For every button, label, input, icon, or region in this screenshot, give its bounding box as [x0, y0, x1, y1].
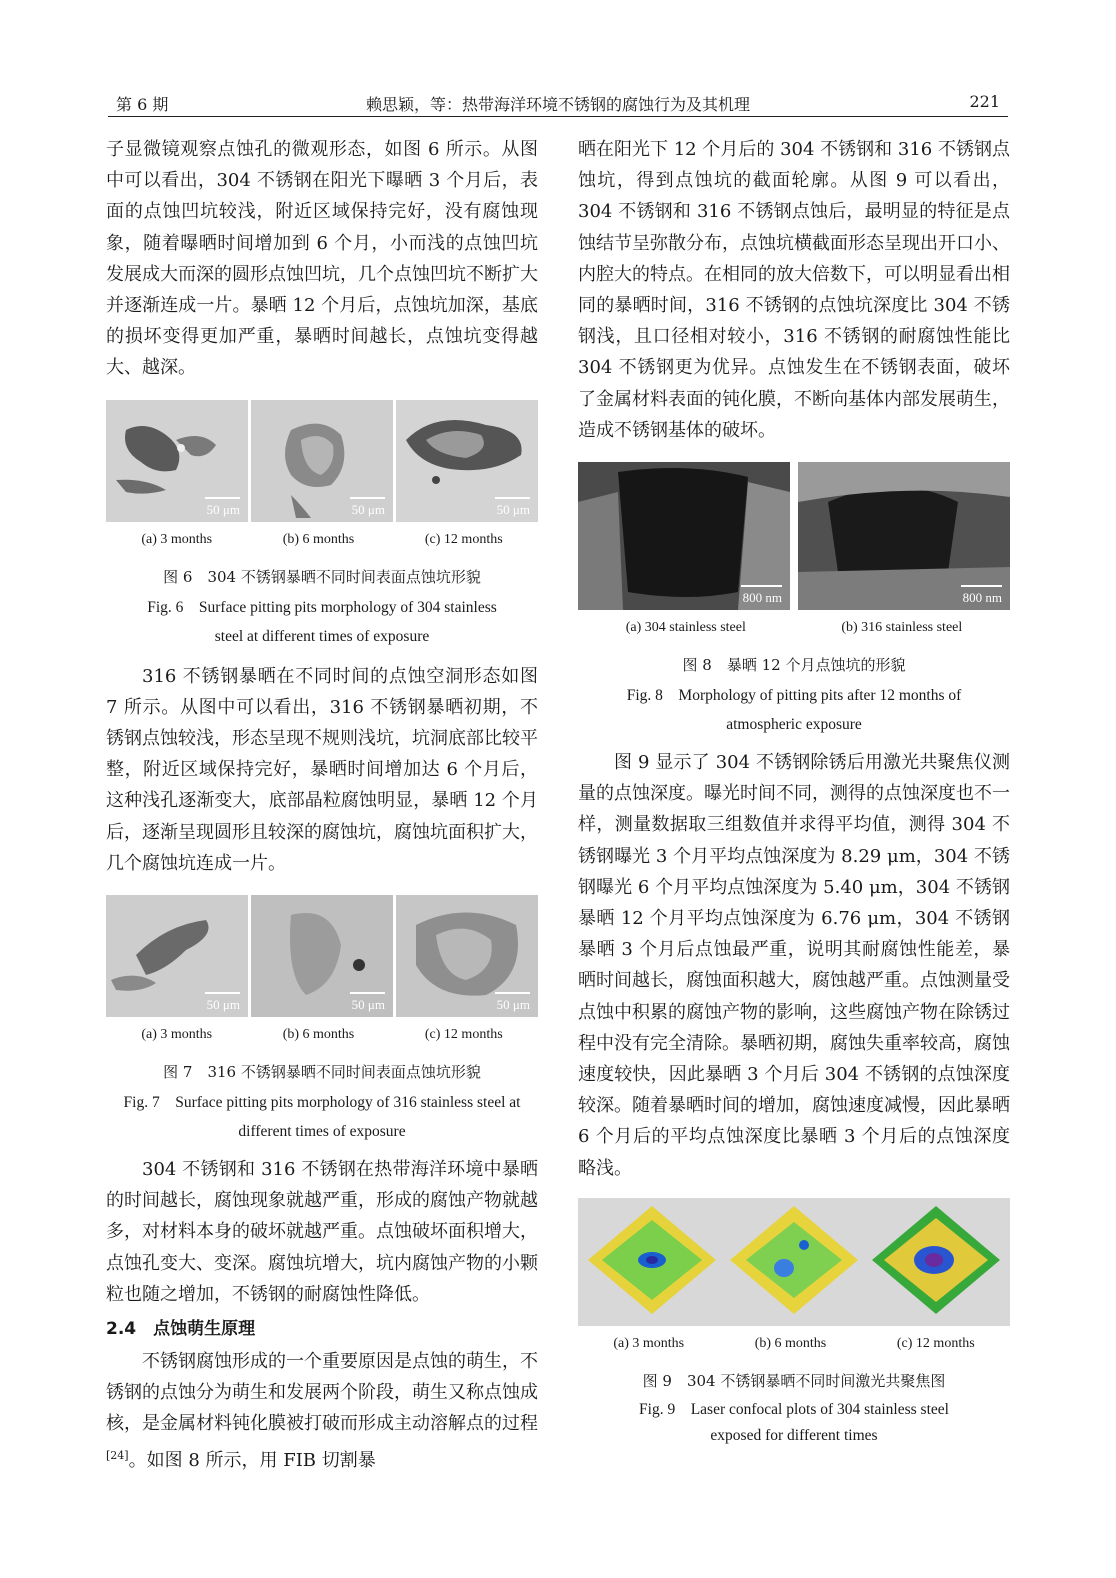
subcaption-a: (a) 304 stainless steel: [625, 620, 746, 636]
paragraph: 晒在阳光下 12 个月后的 304 不锈钢和 316 不锈钢点蚀坑，得到点蚀坑的截面轮廓。从图 9 可以看出，304 不锈钢和 316 不锈钢点蚀后，最明显的特征是点蚀结节呈弥散分布，点蚀坑横截面形态呈现出开口小、内腔大的特点。在相同的放大倍数下，可以明显看出相同的暴晒时间，316 不锈钢的点蚀坑深度比 304 不锈钢浅，且口径相对较小，316 不锈钢的耐腐蚀性能比 304 不锈钢更为优异。点蚀发生在不锈钢表面，破坏了金属材料表面的钝化膜，不断向基体内部发展萌生，造成不锈钢基体的破坏。: [578, 139, 1010, 441]
confocal-plot-12months: [866, 1200, 1006, 1324]
sem-image-304-12months: [396, 400, 538, 522]
sem-image-316-12months: [396, 895, 538, 1017]
section-heading: 2.4 点蚀萌生原理: [106, 1319, 256, 1340]
subcaption-c: (c) 12 months: [424, 531, 503, 547]
caption-line: Fig. 7 Surface pitting pits morphology of 316 stainless steel at: [123, 1094, 521, 1112]
subcaption-a: (a) 3 months: [613, 1335, 685, 1351]
figure-caption-cn: 图 9 304 不锈钢暴晒不同时间激光共聚焦图: [642, 1371, 946, 1390]
subcaption-b: (b) 6 months: [282, 1027, 355, 1043]
scale-bar: 50 μm: [496, 501, 530, 517]
paragraph: [106, 1346, 538, 1476]
figure-caption-en: [578, 681, 1010, 739]
scale-bar: 50 μm: [351, 997, 385, 1013]
subcaption-c: (c) 12 months: [424, 1027, 503, 1043]
fib-image-304: [578, 462, 790, 610]
fib-texture: [578, 462, 790, 610]
header-rule: [108, 116, 1008, 117]
figure-caption-cn: 图 6 304 不锈钢暴晒不同时间表面点蚀坑形貌: [163, 567, 481, 586]
figure-caption-en: [578, 1397, 1010, 1449]
confocal-plot-3months: [582, 1200, 722, 1324]
caption-line: steel at different times of exposure: [214, 627, 430, 645]
confocal-surface: [724, 1200, 864, 1324]
paragraph: 304 不锈钢和 316 不锈钢在热带海洋环境中暴晒的时间越长，腐蚀现象就越严重，形成的腐蚀产物就越多，对材料本身的破坏就越严重。点蚀破坏面积增大，点蚀孔变大、变深。腐蚀坑增大，坑内腐蚀产物的小颗粒也随之增加，不锈钢的耐腐蚀性降低。: [106, 1159, 538, 1305]
right-column: [578, 134, 1010, 1449]
sem-image-316-6months: [251, 895, 393, 1017]
page-number: 221: [969, 92, 1000, 111]
confocal-plot-6months: [724, 1200, 864, 1324]
sem-image-304-6months: [251, 400, 393, 522]
paragraph-text: 。如图 8 所示，用 FIB 切割暴: [128, 1449, 376, 1471]
caption-line: atmospheric exposure: [726, 716, 862, 734]
figure-caption-en: [106, 593, 538, 651]
figure-caption-cn: 图 8 暴晒 12 个月点蚀坑的形貌: [682, 656, 906, 675]
subcaption-b: (b) 6 months: [282, 531, 355, 547]
scale-bar: 50 μm: [206, 997, 240, 1013]
scale-bar: 50 μm: [351, 501, 385, 517]
subcaption-b: (b) 6 months: [754, 1335, 827, 1351]
confocal-surface: [582, 1200, 722, 1324]
citation-ref[interactable]: [24]: [106, 1448, 129, 1462]
caption-line: Fig. 6 Surface pitting pits morphology of 304 stainless: [147, 598, 497, 616]
figure-7: [106, 895, 538, 1146]
scale-bar: 50 μm: [496, 997, 530, 1013]
caption-line: Fig. 9 Laser confocal plots of 304 stainless steel: [639, 1400, 949, 1418]
subcaption-b: (b) 316 stainless steel: [841, 620, 963, 636]
figure-8: [578, 462, 1010, 739]
paragraph-text: 不锈钢腐蚀形成的一个重要原因是点蚀的萌生，不锈钢的点蚀分为萌生和发展两个阶段，萌生又称点蚀成核，是金属材料钝化膜被打破而形成主动溶解点的过程: [106, 1351, 538, 1435]
scale-bar: 50 μm: [206, 501, 240, 517]
scale-bar: 800 nm: [962, 590, 1002, 606]
confocal-surface: [866, 1200, 1006, 1324]
sem-image-304-3months: [106, 400, 248, 522]
fib-image-316: [798, 462, 1010, 610]
figure-9: [578, 1198, 1010, 1449]
paragraph: 子显微镜观察点蚀孔的微观形态，如图 6 所示。从图中可以看出，304 不锈钢在阳光下曝晒 3 个月后，表面的点蚀凹坑较浅，附近区域保持完好，没有腐蚀现象，随着曝晒时间增加到 6 个月，小而浅的点蚀凹坑发展成大而深的圆形点蚀凹坑，几个点蚀凹坑不断扩大并逐渐连成一片。暴晒 12 个月后，点蚀坑加深，基底的损坏变得更加严重，暴晒时间越长，点蚀坑变得越大、越深。: [106, 139, 538, 379]
running-header: [108, 90, 1008, 116]
caption-line: Fig. 8 Morphology of pitting pits after 12 months of: [626, 687, 962, 705]
subcaption-a: (a) 3 months: [141, 1027, 213, 1043]
fib-texture: [798, 462, 1010, 610]
issue-number: 第 6 期: [116, 95, 169, 114]
scale-bar: 800 nm: [742, 590, 782, 606]
paragraph: 316 不锈钢暴晒在不同时间的点蚀空洞形态如图 7 所示。从图中可以看出，316 不锈钢暴晒初期，不锈钢点蚀较浅，形态呈现不规则浅坑，坑洞底部比较平整，附近区域保持完好，暴晒时间增加达 6 个月后，这种浅孔逐渐变大，底部晶粒腐蚀明显，暴晒 12 个月后，逐渐呈现圆形且较深的腐蚀坑，腐蚀坑面积扩大，几个腐蚀坑连成一片。: [106, 665, 538, 874]
left-column: [106, 134, 538, 1476]
figure-caption-cn: 图 7 316 不锈钢暴晒不同时间表面点蚀坑形貌: [163, 1063, 481, 1082]
subcaption-c: (c) 12 months: [896, 1335, 975, 1351]
paragraph: 图 9 显示了 304 不锈钢除锈后用激光共聚焦仪测量的点蚀深度。曝光时间不同，测得的点蚀深度也不一样，测量数据取三组数值并求得平均值，测得 304 不锈钢曝光 3 个月平均点蚀深度为 8.29 μm，304 不锈钢曝光 6 个月平均点蚀深度为 5.40 μm，304 不锈钢暴晒 12 个月平均点蚀深度为 6.76 μm，304 不锈钢暴晒 3 个月后点蚀最严重，说明其耐腐蚀性能差，暴晒时间越长，腐蚀面积越大，腐蚀越严重。点蚀测量受点蚀中积累的腐蚀产物的影响，这些腐蚀产物在除锈过程中没有完全清除。暴晒初期，腐蚀失重率较高，腐蚀速度较快，因此暴晒 3 个月后 304 不锈钢的点蚀深度较深。随着暴晒时间的增加，腐蚀速度减慢，因此暴晒 6 个月后的平均点蚀深度比暴晒 3 个月后的点蚀深度略浅。: [578, 752, 1010, 1179]
figure-6: [106, 400, 538, 651]
caption-line: exposed for different times: [710, 1426, 878, 1444]
caption-line: different times of exposure: [238, 1123, 406, 1141]
figure-caption-en: [106, 1088, 538, 1146]
running-title: 赖思颖，等：热带海洋环境不锈钢的腐蚀行为及其机理: [365, 95, 750, 114]
sem-image-316-3months: [106, 895, 248, 1017]
subcaption-a: (a) 3 months: [141, 531, 213, 547]
